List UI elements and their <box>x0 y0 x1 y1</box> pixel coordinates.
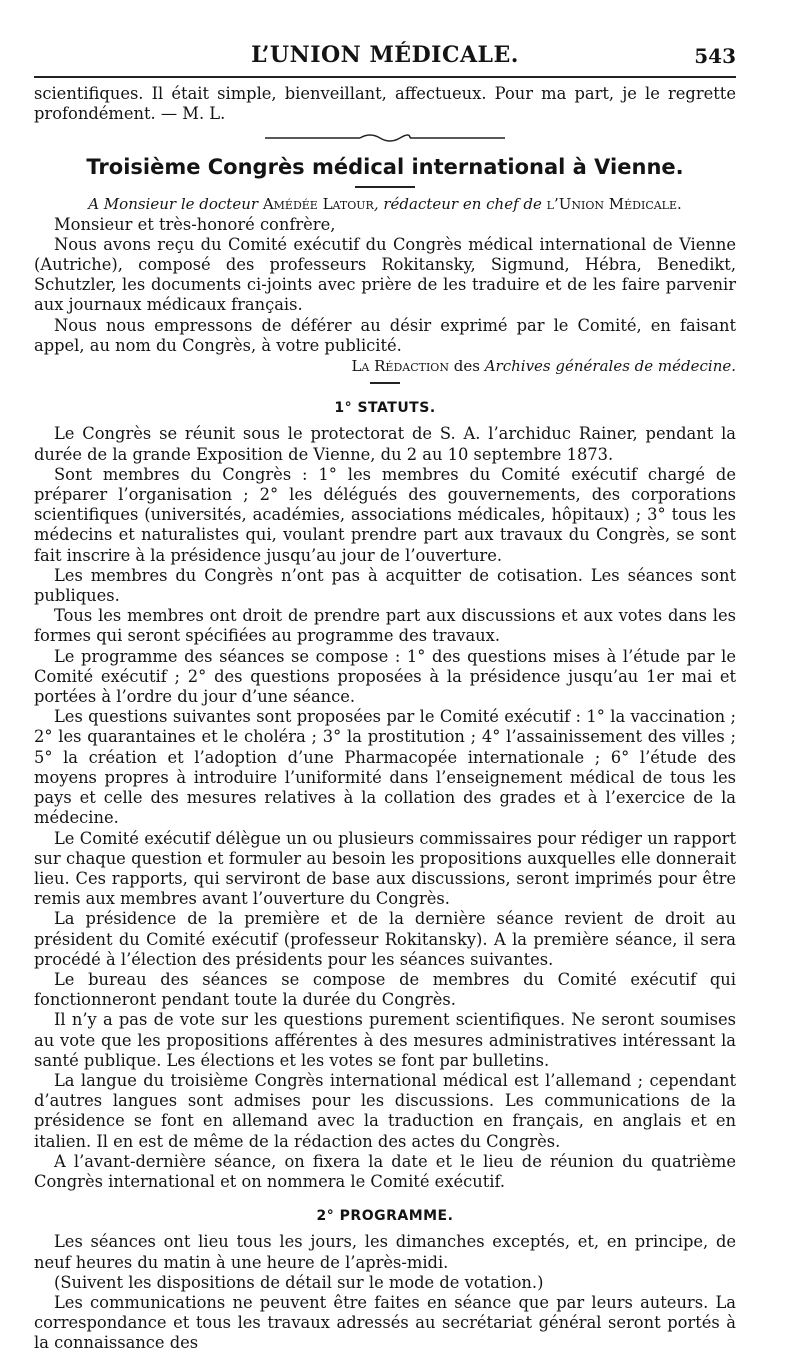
letter-paragraph-2: Nous nous empressons de déférer au désir exprimé par le Comité, en faisant appel, au nom du Congrès, à votre publicité. <box>34 315 736 355</box>
salutation: Monsieur et très-honoré confrère, <box>54 214 336 234</box>
statuts-paragraph: Le bureau des séances se compose de membres du Comité exécutif qui fonctionneront pendant toute la durée du Congrès. <box>34 969 736 1010</box>
statuts-paragraph: Tous les membres ont droit de prendre part aux discussions et aux votes dans les formes qui seront spécifiées au programme des travaux. <box>34 606 736 646</box>
statuts-paragraph: Il n’y a pas de vote sur les questions purement scientifiques. Ne seront soumises au vote que les propositions afférentes à des mesures administratives intéressant la santé publique. Les élections et les votes se font par bulletins. <box>34 1010 736 1070</box>
section-heading-programme: 2° PROGRAMME. <box>316 1208 454 1225</box>
statuts-paragraph: Le programme des séances se compose : 1° des questions mises à l’étude par le Comité exécutif ; 2° des questions proposées à la présidence jusqu’au 1er mai et portées à l’ordre du jour d’une séance. <box>34 646 736 707</box>
signature-suffix: des <box>453 357 480 376</box>
ornament-divider <box>265 132 505 144</box>
dedication-middle: , rédacteur en chef de <box>373 195 542 214</box>
programme-paragraph: Les séances ont lieu tous les jours, les dimanches exceptés, et, en principe, de neuf heures du matin à une heure de l’après-midi. <box>34 1232 736 1272</box>
statuts-paragraph: Les questions suivantes sont proposées par le Comité exécutif : 1° la vaccination ; 2° les quarantaines et le choléra ; 3° la prostitution ; 4° l’assainissement des villes ; 5° la création et l’adoption d’une Pharmacopée internationale ; 6° l’étude des moyens propres à introduire l’uniformité dans l’enseignement médical de tous les pays et celle des mesures relatives à la collation des grades et à l’exercice de la médecine. <box>34 707 736 828</box>
previous-article-ending: scientifiques. Il était simple, bienveillant, affectueux. Pour ma part, je le regrette profondément. — M. L. <box>34 84 736 124</box>
statuts-paragraph: La langue du troisième Congrès international médical est l’allemand ; cependant d’autres langues sont admises pour les discussions. Les communications de la présidence se font en allemand avec la traduction en français, en anglais et en italien. Il en est de même de la rédaction des actes du Congrès. <box>34 1070 736 1151</box>
signature-prefix: La Rédaction <box>351 357 449 376</box>
programme-paragraph: (Suivent les dispositions de détail sur le mode de votation.) <box>54 1272 544 1292</box>
statuts-paragraph: Sont membres du Congrès : 1° les membres du Comité exécutif chargé de préparer l’organisation ; 2° les délégués des gouvernements, des corporations scientifiques (universités, académies, associations médicales, hôpitaux) ; 3° tous les médecins et naturalistes qui, voulant prendre part aux travaux du Congrès, se sont fait inscrire à la présidence jusqu’au jour de l’ouverture. <box>34 464 736 565</box>
statuts-paragraph: Le Comité exécutif délègue un ou plusieurs commissaires pour rédiger un rapport sur chaque question et formuler au besoin les propositions auxquelles elle donnerait lieu. Ces rapports, qui serviront de base aux discussions, seront imprimés pour être remis aux membres avant l’ouverture du Congrès. <box>34 828 736 909</box>
title-rule <box>355 186 415 188</box>
page-number: 543 <box>694 44 736 68</box>
dedication-line <box>34 194 736 214</box>
page-body <box>34 74 736 1354</box>
section-rule <box>370 382 400 384</box>
running-title: L’UNION MÉDICALE. <box>251 42 519 68</box>
signature-publication: Archives générales de médecine. <box>484 357 736 376</box>
section-heading-statuts: 1° STATUTS. <box>334 400 436 417</box>
letter-paragraph-1: Nous avons reçu du Comité exécutif du Congrès médical international de Vienne (Autriche), composé des professeurs Rokitansky, Sigmund, Hébra, Benedikt, Schutzler, les documents ci-joints avec prière de les traduire et de les faire parvenir aux journaux médicaux français. <box>34 234 736 315</box>
dedication-name: Amédée Latour <box>262 195 374 214</box>
dedication-prefix: A Monsieur le docteur <box>88 195 259 214</box>
page-header <box>34 0 736 74</box>
article-title: Troisième Congrès médical international à Vienne. <box>86 155 684 180</box>
programme-paragraph: Les communications ne peuvent être faites en séance que par leurs auteurs. La correspondance et tous les travaux adressés au secrétariat général seront portés à la connaissance des <box>34 1292 736 1353</box>
dedication-journal: l’Union Médicale. <box>546 195 682 214</box>
statuts-paragraph: A l’avant-dernière séance, on fixera la date et le lieu de réunion du quatrième Congrès international et on nommera le Comité exécutif. <box>34 1151 736 1191</box>
statuts-paragraph: Les membres du Congrès n’ont pas à acquitter de cotisation. Les séances sont publiques. <box>34 565 736 606</box>
statuts-paragraph: Le Congrès se réunit sous le protectorat de S. A. l’archiduc Rainer, pendant la durée de la grande Exposition de Vienne, du 2 au 10 septembre 1873. <box>34 424 736 464</box>
letter-signature <box>34 356 736 376</box>
statuts-paragraph: La présidence de la première et de la dernière séance revient de droit au président du Comité exécutif (professeur Rokitansky). A la première séance, il sera procédé à l’élection des présidents pour les séances suivantes. <box>34 909 736 969</box>
